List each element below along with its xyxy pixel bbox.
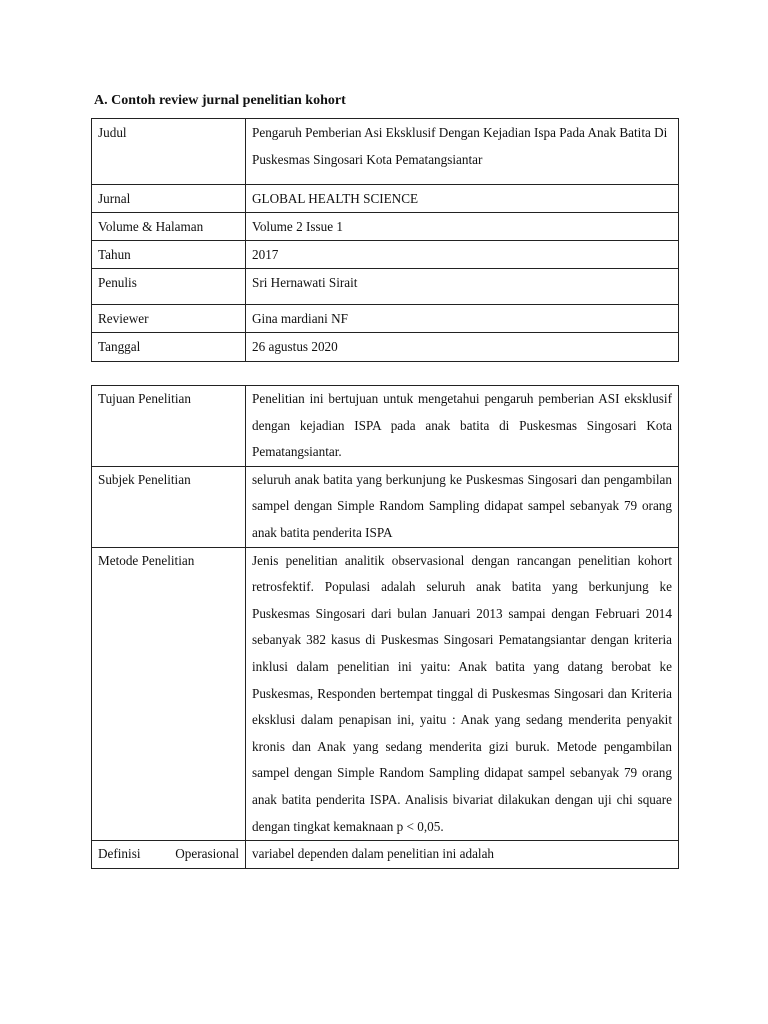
row-value-judul: Pengaruh Pemberian Asi Eksklusif Dengan Kejadian Ispa Pada Anak Batita Di Puskesmas Singosari Kota Pematangsiantar — [246, 119, 679, 185]
section-heading: A. Contoh review jurnal penelitian kohort — [94, 93, 346, 108]
row-label-subjek: Subjek Penelitian — [92, 466, 246, 547]
row-value-tahun: 2017 — [246, 241, 679, 269]
row-label-definisi — [92, 841, 246, 869]
row-label-tanggal: Tanggal — [92, 333, 246, 362]
table-row — [92, 305, 679, 333]
row-label-metode: Metode Penelitian — [92, 547, 246, 841]
review-table — [91, 385, 679, 869]
row-label-penulis: Penulis — [92, 269, 246, 305]
table-row — [92, 841, 679, 869]
table-row — [92, 466, 679, 547]
row-label-tujuan: Tujuan Penelitian — [92, 386, 246, 467]
table-row — [92, 185, 679, 213]
definisi-label-text: Definisi Operasional — [98, 846, 239, 862]
row-value-definisi: variabel dependen dalam penelitian ini adalah — [246, 841, 679, 869]
row-label-volume: Volume & Halaman — [92, 213, 246, 241]
row-value-metode: Jenis penelitian analitik observasional dengan rancangan penelitian kohort retrosfektif. Populasi adalah seluruh anak batita yang berkunjung ke Puskesmas Singosari dari bulan Januari 2013 sampai dengan Februari 2014 sebanyak 382 kasus di Puskesmas Singosari Pematangsiantar dengan kriteria inklusi dalam penelitian ini yaitu: Anak batita yang datang berobat ke Puskesmas, Responden bertempat tinggal di Puskesmas Singosari dan Kriteria eksklusi dalam penapisan ini, yaitu : Anak yang sedang menderita penyakit kronis dan Anak yang sedang menderita gizi buruk. Metode pengambilan sampel dengan Simple Random Sampling didapat sampel sebanyak 79 orang anak batita penderita ISPA. Analisis bivariat dilakukan dengan uji chi square dengan tingkat kemaknaan p < 0,05. — [246, 547, 679, 841]
table-row — [92, 333, 679, 362]
row-label-tahun: Tahun — [92, 241, 246, 269]
table-row — [92, 386, 679, 467]
row-value-subjek: seluruh anak batita yang berkunjung ke Puskesmas Singosari dan pengambilan sampel dengan Simple Random Sampling didapat sampel sebanyak 79 orang anak batita penderita ISPA — [246, 466, 679, 547]
table-row — [92, 241, 679, 269]
row-value-tujuan: Penelitian ini bertujuan untuk mengetahui pengaruh pemberian ASI eksklusif dengan kejadian ISPA pada anak batita di Puskesmas Singosari Kota Pematangsiantar. — [246, 386, 679, 467]
table-row — [92, 269, 679, 305]
row-value-tanggal: 26 agustus 2020 — [246, 333, 679, 362]
row-label-judul: Judul — [92, 119, 246, 185]
row-value-jurnal: GLOBAL HEALTH SCIENCE — [246, 185, 679, 213]
table-row — [92, 213, 679, 241]
table-row — [92, 547, 679, 841]
table-row — [92, 119, 679, 185]
row-label-jurnal: Jurnal — [92, 185, 246, 213]
row-value-penulis: Sri Hernawati Sirait — [246, 269, 679, 305]
journal-info-table — [91, 118, 679, 362]
row-label-reviewer: Reviewer — [92, 305, 246, 333]
row-value-reviewer: Gina mardiani NF — [246, 305, 679, 333]
row-value-volume: Volume 2 Issue 1 — [246, 213, 679, 241]
